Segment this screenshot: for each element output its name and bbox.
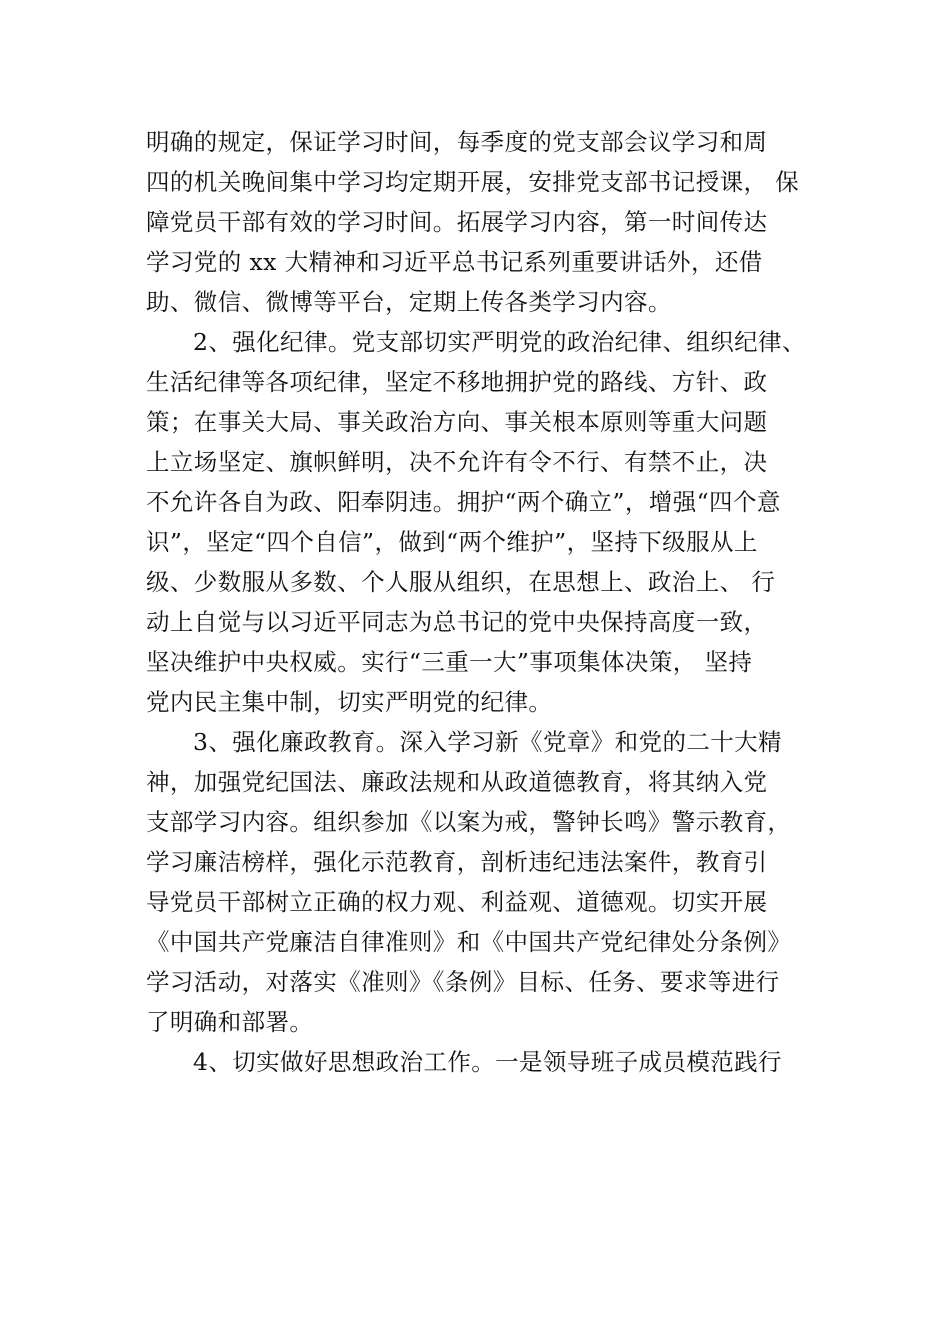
text-line: 2、强化纪律。党支部切实严明党的政治纪律、组织纪律、 [193, 328, 806, 356]
text-line: 学习活动，对落实《准则》《条例》目标、任务、要求等进行 [146, 968, 780, 996]
text-line: 四的机关晚间集中学习均定期开展，安排党支部书记授课， 保 [146, 168, 800, 196]
text-line: 策；在事关大局、事关政治方向、事关根本原则等重大问题 [146, 408, 768, 436]
document-body [146, 122, 826, 1082]
text-line: 党内民主集中制，切实严明党的纪律。 [146, 688, 553, 716]
text-line: 了明确和部署。 [146, 1008, 314, 1036]
text-line: 助、微信、微博等平台，定期上传各类学习内容。 [146, 288, 672, 316]
text-line: 级、少数服从多数、个人服从组织，在思想上、政治上、 行 [146, 568, 776, 596]
text-line: 学习党的 xx 大精神和习近平总书记系列重要讲话外，还借 [146, 248, 763, 276]
text-line: 明确的规定，保证学习时间，每季度的党支部会议学习和周 [146, 128, 768, 156]
text-line: 导党员干部树立正确的权力观、利益观、道德观。切实开展 [146, 888, 768, 916]
text-line: 动上自觉与以习近平同志为总书记的党中央保持高度一致， [146, 608, 768, 636]
text-line: 生活纪律等各项纪律，坚定不移地拥护党的路线、方针、政 [146, 368, 768, 396]
paragraph-integrity-education [146, 722, 826, 1042]
text-line: 4、切实做好思想政治工作。一是领导班子成员模范践行 [193, 1048, 782, 1076]
text-line: 不允许各自为政、阳奉阴违。拥护“两个确立”，增强“四个意 [146, 488, 781, 516]
text-line: 学习廉洁榜样，强化示范教育，剖析违纪违法案件，教育引 [146, 848, 768, 876]
text-line: 识”，坚定“四个自信”，做到“两个维护”，坚持下级服从上 [146, 528, 758, 556]
paragraph-ideological-work [146, 1042, 826, 1082]
text-line: 上立场坚定、旗帜鲜明，决不允许有令不行、有禁不止，决 [146, 448, 768, 476]
text-line: 3、强化廉政教育。深入学习新《党章》和党的二十大精 [193, 728, 782, 756]
text-line: 支部学习内容。组织参加《以案为戒，警钟长鸣》警示教育， [146, 808, 792, 836]
text-line: 坚决维护中央权威。实行“三重一大”事项集体决策， 坚持 [146, 648, 753, 676]
text-line: 神，加强党纪国法、廉政法规和从政道德教育，将其纳入党 [146, 768, 768, 796]
paragraph-study-time [146, 122, 826, 322]
text-line: 《中国共产党廉洁自律准则》和《中国共产党纪律处分条例》 [146, 928, 792, 956]
text-line: 障党员干部有效的学习时间。拓展学习内容，第一时间传达 [146, 208, 768, 236]
paragraph-discipline [146, 322, 826, 722]
